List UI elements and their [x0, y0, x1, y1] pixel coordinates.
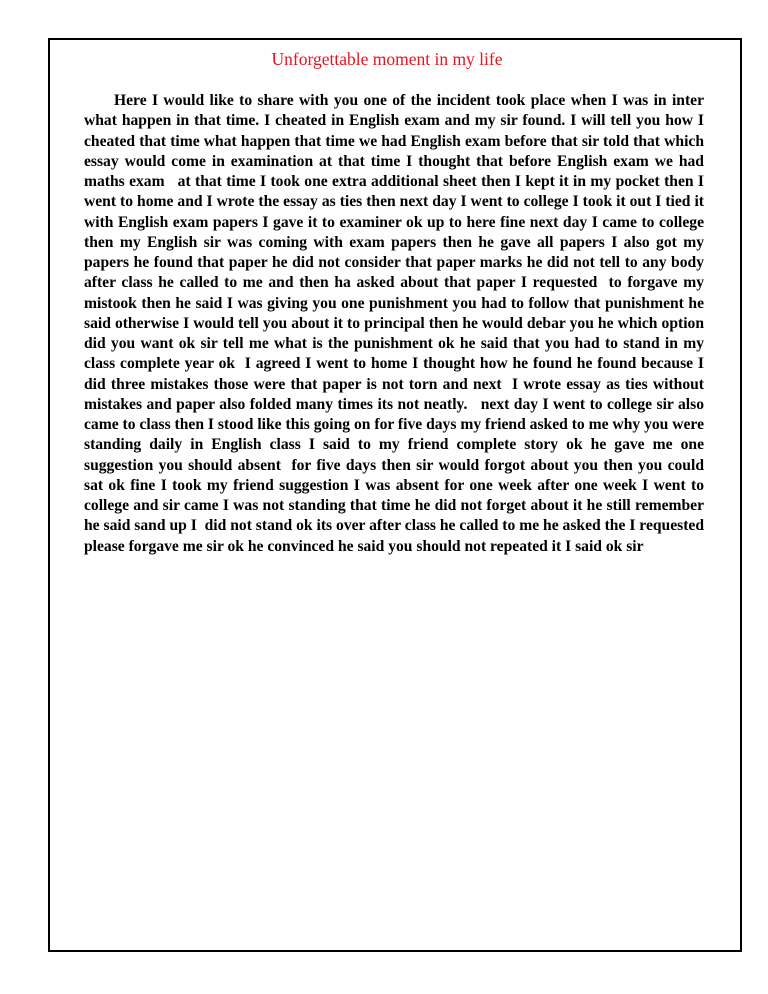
- document-title: Unforgettable moment in my life: [271, 49, 503, 69]
- essay-body: Here I would like to share with you one of the incident took place when I was in inter what happen in that time. I cheated in English exam and my sir found. I will tell you how I cheated that time what happen that time we had English exam before that sir told that which essay would come in examination at that time I thought that before English exam we had maths exam at that time I took one extra additional sheet then I kept it in my pocket then I went to home and I wrote the essay as ties then next day I went to college I took it out I tied it with English exam papers I gave it to examiner ok up to here fine next day I came to college then my English sir was coming with exam papers then he gave all papers I also got my papers he found that paper he did not consider that paper marks he did not tell to any body after class he called to me and then ha asked about that paper I requested to forgave my mistook then he said I was giving you one punishment you had to follow that punishment he said otherwise I would tell you about it to principal then he would debar you he which option did you want ok sir tell me what is the punishment ok he said that you had to stand in my class complete year ok I agreed I went to home I thought how he found he found because I did three mistakes those were that paper is not torn and next I wrote essay as ties without mistakes and paper also folded many times its not neatly. next day I went to college sir also came to class then I stood like this going on for five days my friend asked to me why you were standing daily in English class I said to my friend complete story ok he gave me one suggestion you should absent for five days then sir would forgot about you then you could sat ok fine I took my friend suggestion I was absent for one week after one week I went to college and sir came I was not standing that time he did not forget about it he still remember he said sand up I did not stand ok its over after class he called to me he asked the I requested please forgave me sir ok he convinced he said you should not repeated it I said ok sir: [84, 92, 708, 555]
